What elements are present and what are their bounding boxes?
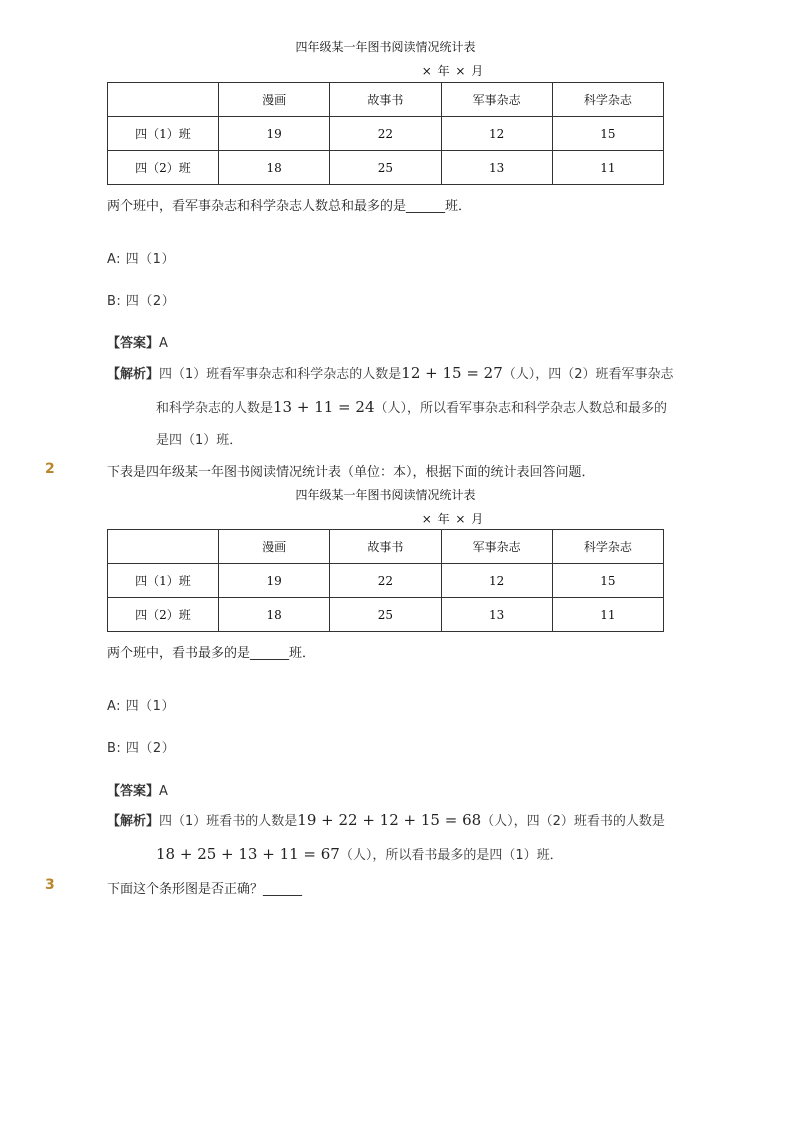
table-header-cell: 科学杂志 (552, 530, 663, 564)
table-cell: 四（1）班 (108, 117, 219, 151)
table-cell: 11 (552, 598, 663, 632)
answer (107, 332, 168, 351)
table-row (108, 598, 664, 632)
table-cell: 22 (330, 117, 441, 151)
table-date: × 年 × 月 (421, 512, 485, 526)
table-header-cell: 军事杂志 (441, 83, 552, 117)
option-b[interactable]: B: 四（2） (107, 741, 176, 756)
question-number: 2 (45, 461, 55, 477)
table-date: × 年 × 月 (421, 64, 485, 78)
table-header-cell (108, 530, 219, 564)
question-number: 3 (45, 877, 55, 893)
explanation-text: 四（1）班看军事杂志和科学杂志的人数是 (159, 367, 402, 382)
table-cell: 四（2）班 (108, 598, 219, 632)
explanation-text: 四（1）班看书的人数是 (159, 814, 298, 829)
explanation-label: 【解析】 (107, 814, 160, 829)
table-cell: 13 (441, 598, 552, 632)
question-text: 两个班中，看军事杂志和科学杂志人数总和最多的是______班． (107, 199, 472, 214)
explanation-line (107, 391, 717, 425)
table-row (108, 117, 664, 151)
table-header-row (108, 83, 664, 117)
answer-label: 【答案】 (107, 784, 160, 799)
table-header-row (108, 530, 664, 564)
table-cell: 19 (219, 564, 330, 598)
explanation-text: （人），所以看军事杂志和科学杂志人数总和最多的 (374, 401, 668, 416)
math-expression: 18 + 25 + 13 + 11 = 67 (156, 845, 340, 863)
answer-label: 【答案】 (107, 336, 160, 351)
table-header-cell: 漫画 (219, 530, 330, 564)
explanation-line (107, 838, 717, 872)
table-header-cell (108, 83, 219, 117)
table-header-cell: 科学杂志 (552, 83, 663, 117)
table-cell: 18 (219, 598, 330, 632)
math-expression: 13 + 11 = 24 (273, 398, 375, 416)
table-cell: 22 (330, 564, 441, 598)
explanation (107, 357, 717, 457)
table-cell: 12 (441, 117, 552, 151)
table-title: 四年级某一年图书阅读情况统计表 (295, 488, 476, 502)
table-header-cell: 故事书 (330, 530, 441, 564)
explanation-line: 是四（1）班． (156, 433, 243, 448)
table-row (108, 564, 664, 598)
table-cell: 18 (219, 151, 330, 185)
table-cell: 13 (441, 151, 552, 185)
table-cell: 15 (552, 117, 663, 151)
table-row (108, 151, 664, 185)
explanation-text: 和科学杂志的人数是 (156, 401, 274, 416)
table-header-cell: 漫画 (219, 83, 330, 117)
option-b[interactable]: B: 四（2） (107, 294, 176, 309)
table-cell: 四（2）班 (108, 151, 219, 185)
answer-value: A (159, 336, 168, 351)
table-header-cell: 军事杂志 (441, 530, 552, 564)
table-cell: 12 (441, 564, 552, 598)
question-text: 下面这个条形图是否正确？______ (107, 882, 303, 897)
answer (107, 780, 168, 799)
table-cell: 19 (219, 117, 330, 151)
math-expression: 19 + 22 + 12 + 15 = 68 (297, 811, 482, 829)
answer-value: A (159, 784, 168, 799)
explanation-text: （人），所以看书最多的是四（1）班． (339, 848, 563, 863)
math-expression: 12 + 15 = 27 (401, 364, 503, 382)
table-header-cell: 故事书 (330, 83, 441, 117)
option-a[interactable]: A: 四（1） (107, 252, 175, 267)
table-cell: 15 (552, 564, 663, 598)
option-a[interactable]: A: 四（1） (107, 699, 175, 714)
question-text: 两个班中，看书最多的是______班． (107, 646, 316, 661)
explanation (107, 804, 717, 872)
stats-table (107, 82, 664, 185)
table-cell: 25 (330, 598, 441, 632)
question-intro: 下表是四年级某一年图书阅读情况统计表（单位：本），根据下面的统计表回答问题． (107, 465, 595, 480)
explanation-text: （人），四（2）班看军事杂志 (502, 367, 674, 382)
table-cell: 25 (330, 151, 441, 185)
table-cell: 四（1）班 (108, 564, 219, 598)
explanation-text: （人），四（2）班看书的人数是 (481, 814, 665, 829)
table-title: 四年级某一年图书阅读情况统计表 (295, 40, 476, 54)
table-cell: 11 (552, 151, 663, 185)
explanation-label: 【解析】 (107, 367, 160, 382)
stats-table (107, 529, 664, 632)
